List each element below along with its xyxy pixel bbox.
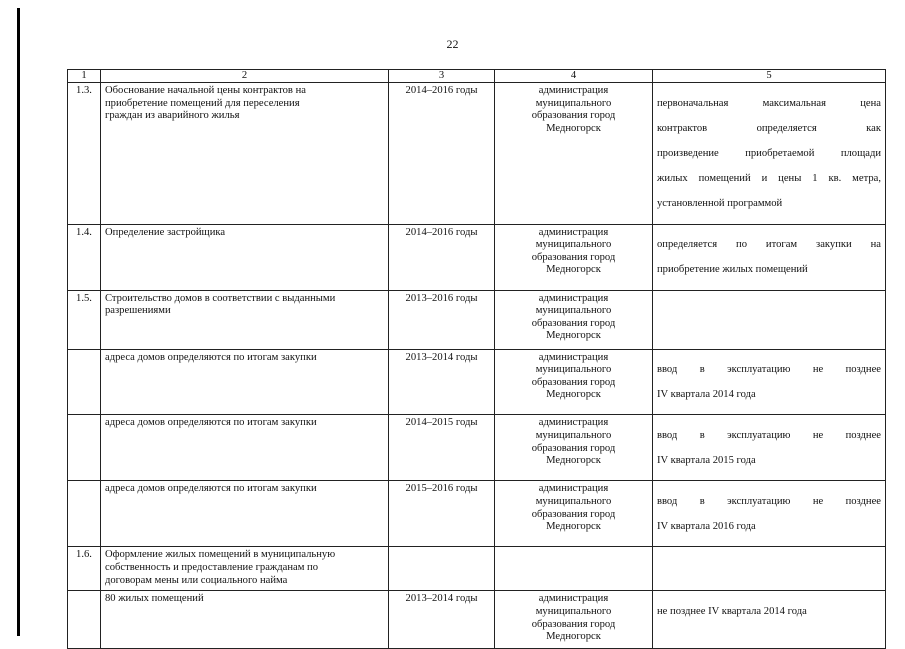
row-number <box>68 591 101 649</box>
executor-cell: администрация муниципального образования город Медногорск <box>495 591 653 649</box>
result-line: определяется по итогам закупки на <box>657 239 881 251</box>
page-edge-line <box>17 8 20 636</box>
result-cell <box>653 591 886 649</box>
result-cell <box>653 290 886 349</box>
executor-cell: администрация муниципального образования город Медногорск <box>495 290 653 349</box>
result-line: не позднее IV квартала 2014 года <box>657 606 807 617</box>
activity-name: Оформление жилых помещений в муниципальную собственность и предоставление гражданам по договорам мены или социального найма <box>101 547 389 591</box>
activity-name: адреса домов определяются по итогам закупки <box>101 415 389 481</box>
table-row <box>68 83 886 225</box>
column-number-header: 1 <box>68 70 101 83</box>
result-line: первоначальная максимальная цена <box>657 97 881 109</box>
result-line: контрактов определяется как <box>657 122 881 134</box>
period-cell <box>389 547 495 591</box>
result-line: IV квартала 2015 года <box>657 455 756 467</box>
result-cell <box>653 224 886 290</box>
executor-cell: администрация муниципального образования город Медногорск <box>495 349 653 415</box>
result-line: ввод в эксплуатацию не позднее <box>657 364 881 376</box>
result-line: IV квартала 2014 года <box>657 389 756 401</box>
row-number: 1.5. <box>68 290 101 349</box>
plan-table <box>67 69 886 649</box>
period-cell: 2014–2015 годы <box>389 415 495 481</box>
column-number-header: 2 <box>101 70 389 83</box>
result-line: IV квартала 2016 года <box>657 521 756 533</box>
table-row <box>68 224 886 290</box>
row-number: 1.6. <box>68 547 101 591</box>
period-cell: 2015–2016 годы <box>389 481 495 547</box>
row-number <box>68 415 101 481</box>
table-row <box>68 547 886 591</box>
activity-name: адреса домов определяются по итогам закупки <box>101 481 389 547</box>
table-row <box>68 481 886 547</box>
period-cell: 2013–2014 годы <box>389 349 495 415</box>
result-cell <box>653 83 886 225</box>
result-line: установленной программой <box>657 198 783 210</box>
result-cell <box>653 547 886 591</box>
table-row <box>68 591 886 649</box>
period-cell: 2014–2016 годы <box>389 224 495 290</box>
row-number <box>68 349 101 415</box>
table-row <box>68 349 886 415</box>
result-cell <box>653 349 886 415</box>
table-header-row <box>68 70 886 83</box>
column-number-header: 5 <box>653 70 886 83</box>
result-line: произведение приобретаемой площади <box>657 147 881 159</box>
period-cell: 2013–2014 годы <box>389 591 495 649</box>
page-number: 22 <box>446 37 459 51</box>
executor-cell: администрация муниципального образования город Медногорск <box>495 481 653 547</box>
table-row <box>68 415 886 481</box>
activity-name: 80 жилых помещений <box>101 591 389 649</box>
period-cell: 2013–2016 годы <box>389 290 495 349</box>
row-number: 1.4. <box>68 224 101 290</box>
executor-cell <box>495 547 653 591</box>
executor-cell: администрация муниципального образования город Медногорск <box>495 415 653 481</box>
activity-name: Определение застройщика <box>101 224 389 290</box>
period-cell: 2014–2016 годы <box>389 83 495 225</box>
executor-cell: администрация муниципального образования город Медногорск <box>495 224 653 290</box>
table-row <box>68 290 886 349</box>
result-line: приобретение жилых помещений <box>657 264 808 276</box>
result-line: ввод в эксплуатацию не позднее <box>657 496 881 508</box>
activity-name: Строительство домов в соответствии с выданными разрешениями <box>101 290 389 349</box>
result-line: ввод в эксплуатацию не позднее <box>657 430 881 442</box>
result-cell <box>653 415 886 481</box>
column-number-header: 4 <box>495 70 653 83</box>
column-number-header: 3 <box>389 70 495 83</box>
result-cell <box>653 481 886 547</box>
row-number: 1.3. <box>68 83 101 225</box>
row-number <box>68 481 101 547</box>
activity-name: Обоснование начальной цены контрактов на приобретение помещений для переселения граждан из аварийного жилья <box>101 83 389 225</box>
result-line: жилых помещений и цены 1 кв. метра, <box>657 173 881 185</box>
activity-name: адреса домов определяются по итогам закупки <box>101 349 389 415</box>
executor-cell: администрация муниципального образования город Медногорск <box>495 83 653 225</box>
